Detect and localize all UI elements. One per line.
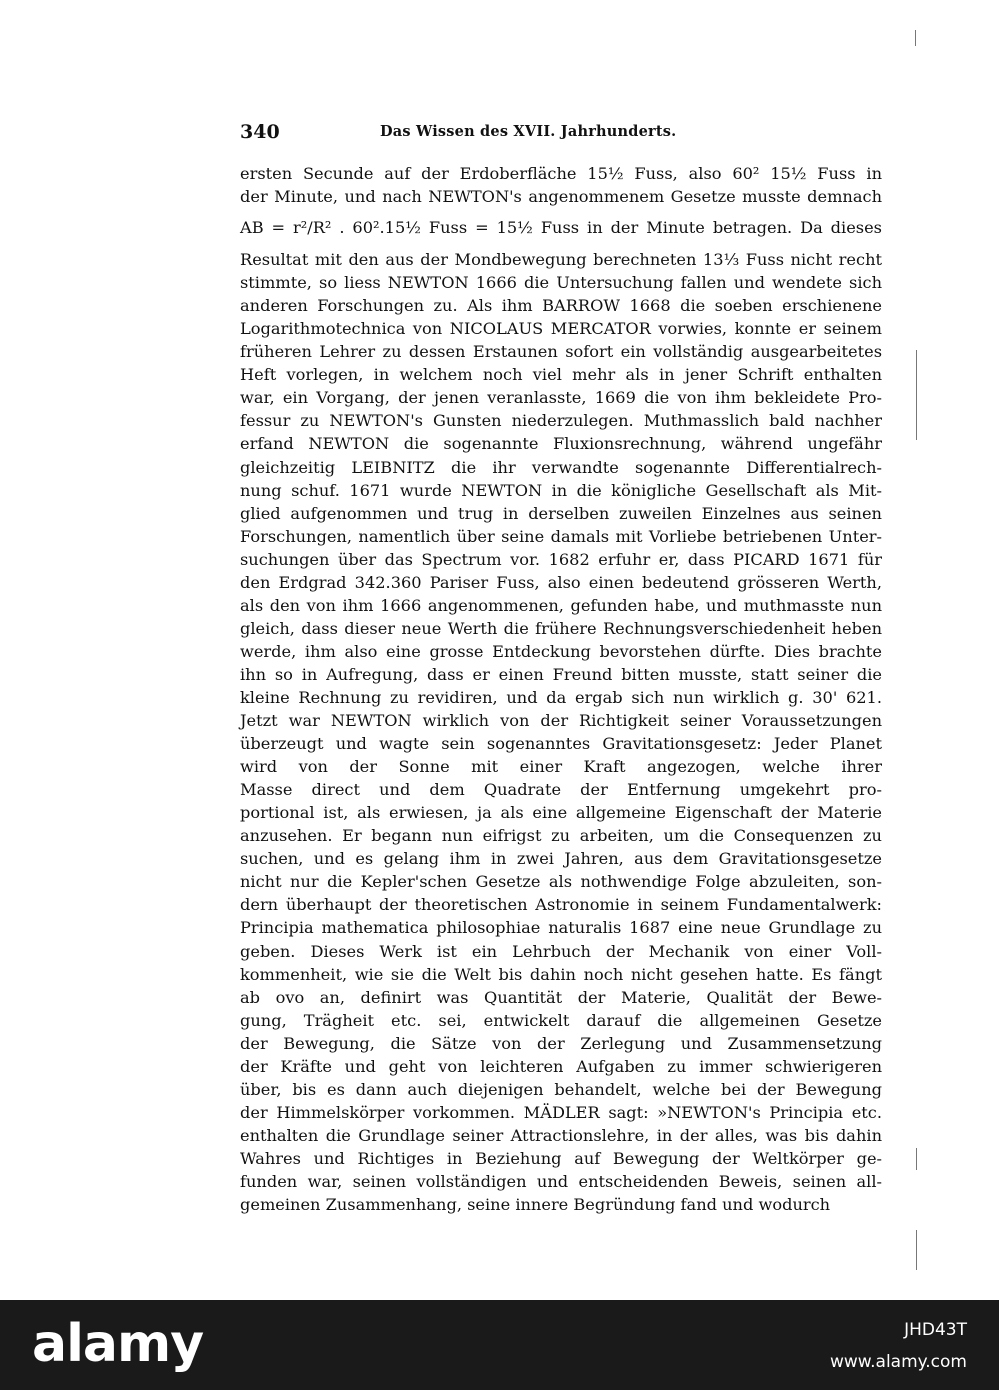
text-line: kleine Rechnung zu revidiren, und da ergab sich nun wirklich g. 30' 621. <box>240 687 882 707</box>
text-line: nicht nur die Kepler'schen Gesetze als nothwendige Folge abzuleiten, son- <box>240 872 882 892</box>
text-line: der Minute, und nach NEWTON's angenommenem Gesetze musste demnach <box>240 187 882 207</box>
text-line: war, ein Vorgang, der jenen veranlasste, 1669 die von ihm bekleidete Pro- <box>240 388 882 408</box>
text-line: gung, Trägheit etc. sei, entwickelt darauf die allgemeinen Gesetze <box>240 1010 882 1030</box>
watermark-banner <box>0 1300 999 1390</box>
text-line: der Bewegung, die Sätze von der Zerlegung und Zusammensetzung <box>240 1033 882 1053</box>
scan-margin-mark <box>916 1230 917 1270</box>
scan-margin-mark <box>915 30 916 46</box>
text-line: als den von ihm 1666 angenommenen, gefunden habe, und muthmasste nun <box>240 595 882 615</box>
text-line: funden war, seinen vollständigen und entscheidenden Beweis, seinen all- <box>240 1171 882 1191</box>
text-line: Wahres und Richtiges in Beziehung auf Bewegung der Weltkörper ge- <box>240 1148 882 1168</box>
text-line: kommenheit, wie sie die Welt bis dahin noch nicht gesehen hatte. Es fängt <box>240 964 882 984</box>
text-line: glied aufgenommen und trug in derselben zuweilen Einzelnes aus seinen <box>240 503 882 523</box>
text-line: der Kräfte und geht von leichteren Aufgaben zu immer schwierigeren <box>240 1056 882 1076</box>
text-line: stimmte, so liess NEWTON 1666 die Untersuchung fallen und wendete sich <box>240 273 882 293</box>
text-line: Resultat mit den aus der Mondbewegung berechneten 13⅓ Fuss nicht recht <box>240 250 882 270</box>
alamy-logo: alamy <box>32 1314 204 1374</box>
text-line: früheren Lehrer zu dessen Erstaunen sofort ein vollständig ausgearbeitetes <box>240 342 882 362</box>
text-line: ersten Secunde auf der Erdoberfläche 15½ Fuss, also 60² 15½ Fuss in <box>240 164 882 183</box>
scan-margin-mark <box>916 1148 917 1170</box>
text-line: über, bis es dann auch diejenigen behandelt, welche bei der Bewegung <box>240 1079 882 1099</box>
text-line: dern überhaupt der theoretischen Astronomie in seinem Fundamentalwerk: <box>240 895 882 915</box>
site-url: www.alamy.com <box>829 1352 967 1372</box>
text-line: ab ovo an, definirt was Quantität der Materie, Qualität der Bewe- <box>240 987 882 1007</box>
text-line: anzusehen. Er begann nun eifrigst zu arbeiten, um die Consequenzen zu <box>240 826 882 846</box>
text-line: erfand NEWTON die sogenannte Fluxionsrechnung, während ungefähr <box>240 434 882 454</box>
image-code: JHD43T <box>904 1320 967 1340</box>
page-header <box>240 121 882 145</box>
text-line: der Himmelskörper vorkommen. MÄDLER sagt: »NEWTON's Principia etc. <box>240 1102 882 1122</box>
text-line: Jetzt war NEWTON wirklich von der Richtigkeit seiner Voraussetzungen <box>240 711 882 731</box>
text-line: Principia mathematica philosophiae naturalis 1687 eine neue Grundlage zu <box>240 918 882 938</box>
text-line: werde, ihm also eine grosse Entdeckung bevorstehen dürfte. Dies brachte <box>240 641 882 661</box>
text-line: Forschungen, namentlich über seine damals mit Vorliebe betriebenen Unter- <box>240 526 882 546</box>
text-line: den Erdgrad 342.360 Pariser Fuss, also einen bedeutend grösseren Werth, <box>240 572 882 592</box>
body-text <box>240 162 882 1216</box>
text-line: wird von der Sonne mit einer Kraft angezogen, welche ihrer <box>240 757 882 777</box>
text-line: Logarithmotechnica von NICOLAUS MERCATOR vorwies, konnte er seinem <box>240 319 882 339</box>
text-line: portional ist, als erwiesen, ja als eine allgemeine Eigenschaft der Materie <box>240 803 882 823</box>
text-line: suchungen über das Spectrum vor. 1682 erfuhr er, dass PICARD 1671 für <box>240 549 882 569</box>
page-number: 340 <box>240 121 280 143</box>
text-line: geben. Dieses Werk ist ein Lehrbuch der Mechanik von einer Voll- <box>240 941 882 961</box>
formula-line: AB = r²/R² . 60².15½ Fuss = 15½ Fuss in der Minute betragen. Da dieses <box>240 218 882 238</box>
text-line: enthalten die Grundlage seiner Attractionslehre, in der alles, was bis dahin <box>240 1125 882 1145</box>
text-line: suchen, und es gelang ihm in zwei Jahren, aus dem Gravitationsgesetze <box>240 849 882 869</box>
text-line: ihn so in Aufregung, dass er einen Freund bitten musste, statt seiner die <box>240 664 882 684</box>
text-line: gemeinen Zusammenhang, seine innere Begründung fand und wodurch <box>240 1195 831 1215</box>
text-line: gleich, dass dieser neue Werth die frühere Rechnungsverschiedenheit heben <box>240 618 882 638</box>
running-title: Das Wissen des XVII. Jahrhunderts. <box>380 123 677 140</box>
text-line: gleichzeitig LEIBNITZ die ihr verwandte sogenannte Differentialrech- <box>240 457 882 477</box>
text-line: Heft vorlegen, in welchem noch viel mehr als in jener Schrift enthalten <box>240 365 882 385</box>
scan-margin-mark <box>916 350 917 440</box>
text-line: anderen Forschungen zu. Als ihm BARROW 1668 die soeben erschienene <box>240 296 882 316</box>
text-line: überzeugt und wagte sein sogenanntes Gravitationsgesetz: Jeder Planet <box>240 734 882 754</box>
text-line: fessur zu NEWTON's Gunsten niederzulegen. Muthmasslich bald nachher <box>240 411 882 431</box>
text-line: nung schuf. 1671 wurde NEWTON in die königliche Gesellschaft als Mit- <box>240 480 882 500</box>
text-line: Masse direct und dem Quadrate der Entfernung umgekehrt pro- <box>240 780 882 800</box>
